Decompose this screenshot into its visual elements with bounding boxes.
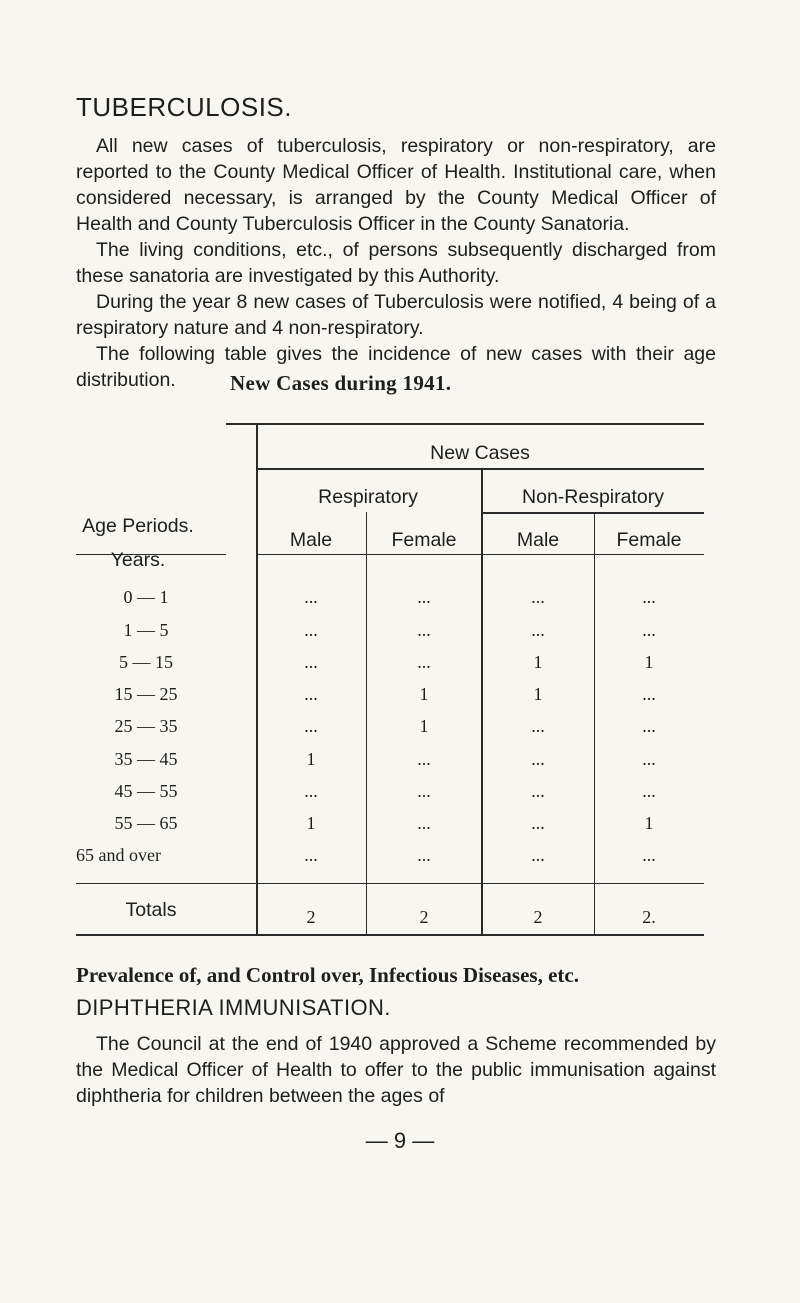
new-cases-header: New Cases — [430, 442, 530, 464]
paragraph-1: All new cases of tuberculosis, respiratory or non-respiratory, are reported to the County Medical Officer of Health. Institutional care, when considered necessary, is arranged by the County Medical Officer of Health and County Tuberculosis Officer in the County Sanatoria. — [76, 135, 716, 235]
age-cell: 1 — 5 — [123, 620, 169, 640]
age-cell: 45 — 55 — [114, 781, 178, 801]
value-cell: 1 — [533, 652, 543, 672]
value-cell: ... — [417, 652, 431, 672]
value-cell: ... — [304, 716, 318, 736]
table-caption: New Cases during 1941. — [230, 371, 452, 395]
value-cell: ... — [417, 845, 431, 865]
totals-top-rule — [76, 883, 704, 884]
value-cell: ... — [642, 845, 656, 865]
age-cell: 15 — 25 — [114, 684, 178, 704]
value-cell: ... — [642, 749, 656, 769]
intro-text — [76, 133, 716, 393]
column-divider-resp-mid — [366, 512, 367, 935]
paragraph-2: The living conditions, etc., of persons subsequently discharged from these sanatoria are investigated by this Authority. — [76, 239, 716, 287]
value-cell: ... — [642, 587, 656, 607]
age-cell: 55 — 65 — [114, 813, 178, 833]
table-top-rule — [226, 423, 704, 425]
nonresp-male-header: Male — [516, 529, 560, 551]
paragraph-3: During the year 8 new cases of Tuberculosis were notified, 4 being of a respiratory nature and 4 non-respiratory. — [76, 291, 716, 339]
column-divider-age — [256, 423, 258, 935]
value-cell: ... — [531, 749, 545, 769]
value-cell: ... — [304, 684, 318, 704]
column-divider-resp-nonresp — [481, 468, 483, 935]
totals-label: Totals — [125, 899, 177, 921]
sub-header-rule — [481, 512, 704, 514]
value-cell: 1 — [533, 684, 543, 704]
value-cell: ... — [304, 652, 318, 672]
value-cell: ... — [531, 781, 545, 801]
section-paragraph: The Council at the end of 1940 approved a Scheme recommended by the Medical Officer of Health to offer to the public immunisation against diphtheria for children between the ages of — [76, 1033, 716, 1107]
value-cell: ... — [531, 845, 545, 865]
column-divider-nonresp-mid — [594, 512, 595, 935]
nonresp-female-header: Female — [616, 529, 682, 551]
new-cases-table — [76, 423, 704, 935]
total-cell: 2 — [306, 907, 316, 927]
value-cell: ... — [417, 749, 431, 769]
value-cell: 1 — [306, 813, 316, 833]
age-cell: 65 and over — [76, 845, 161, 865]
non-respiratory-header: Non-Respiratory — [522, 486, 664, 508]
value-cell: ... — [531, 620, 545, 640]
paragraph-4: The following table gives the incidence of new cases with their age distribution. — [76, 343, 716, 391]
value-cell: 1 — [644, 813, 654, 833]
value-cell: ... — [642, 781, 656, 801]
value-cell: ... — [304, 781, 318, 801]
value-cell: ... — [417, 813, 431, 833]
value-cell: ... — [531, 587, 545, 607]
respiratory-header: Respiratory — [318, 486, 418, 508]
value-cell: ... — [642, 620, 656, 640]
value-cell: 1 — [419, 684, 429, 704]
page-heading: TUBERCULOSIS. — [76, 92, 292, 122]
age-cell: 25 — 35 — [114, 716, 178, 736]
value-cell: ... — [417, 620, 431, 640]
value-cell: ... — [531, 813, 545, 833]
age-cell: 5 — 15 — [119, 652, 173, 672]
total-cell: 2 — [533, 907, 543, 927]
resp-male-header: Male — [289, 529, 333, 551]
page-number: — 9 — — [365, 1128, 435, 1153]
value-cell: ... — [304, 620, 318, 640]
section-subtitle: DIPHTHERIA IMMUNISATION. — [76, 995, 391, 1020]
value-cell: ... — [642, 684, 656, 704]
age-cell: 35 — 45 — [114, 749, 178, 769]
value-cell: 1 — [306, 749, 316, 769]
section-title: Prevalence of, and Control over, Infectious Diseases, etc. — [76, 963, 579, 987]
age-periods-header: Age Periods. — [82, 515, 194, 537]
total-cell: 2 — [419, 907, 429, 927]
resp-female-header: Female — [391, 529, 457, 551]
value-cell: ... — [417, 781, 431, 801]
table-bottom-rule — [76, 934, 704, 936]
value-cell: ... — [642, 716, 656, 736]
value-cell: ... — [304, 845, 318, 865]
value-cell: ... — [304, 587, 318, 607]
value-cell: 1 — [419, 716, 429, 736]
years-header: Years. — [110, 549, 166, 571]
total-cell: 2. — [642, 907, 656, 927]
age-cell: 0 — 1 — [123, 587, 169, 607]
value-cell: ... — [531, 716, 545, 736]
section-text — [76, 1031, 716, 1109]
value-cell: 1 — [644, 652, 654, 672]
value-cell: ... — [417, 587, 431, 607]
